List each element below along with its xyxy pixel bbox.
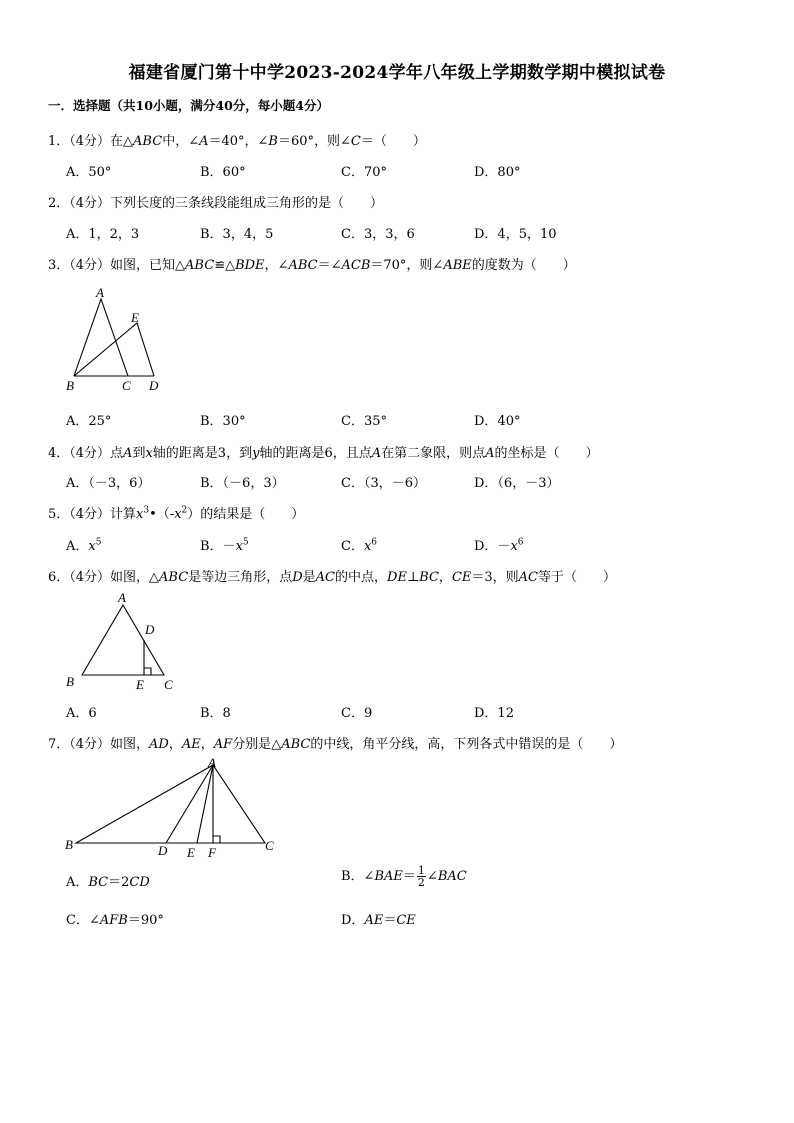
q7-triangle-abc	[76, 765, 265, 843]
q3-label-a: A	[96, 285, 104, 300]
q2-option-b[interactable]: B．3，4，5	[200, 227, 274, 242]
question-2-stem: 2．（4分）下列长度的三条线段能组成三角形的是（ ）	[48, 196, 384, 211]
q7-label-a: A	[208, 755, 216, 770]
q7-label-b: B	[65, 837, 73, 852]
q1-option-d[interactable]: D．80°	[474, 165, 521, 180]
q7-label-c: C	[265, 838, 274, 853]
q4-option-a[interactable]: A．（－3，6）	[66, 476, 151, 491]
section-heading: 一．选择题（共10小题，满分40分，每小题4分）	[48, 98, 329, 113]
q3-label-c: C	[122, 378, 131, 393]
fraction-one-half: $\frac{1}{2}$	[417, 864, 425, 889]
q7-median-ad	[166, 765, 213, 843]
q6-label-a: A	[118, 590, 126, 605]
q1-option-b[interactable]: B．60°	[200, 165, 246, 180]
q3-option-c[interactable]: C．35°	[341, 414, 387, 429]
q1-option-a[interactable]: A．50°	[66, 165, 112, 180]
q7-right-angle-mark	[213, 836, 220, 843]
question-5-stem: 5．（4分）计算$x^3•(-x^2)$的结果是（ ）	[48, 505, 305, 522]
q6-triangle-figure	[60, 588, 185, 694]
q7-label-e: E	[187, 845, 195, 860]
q5-option-b[interactable]: B．$-x^5$	[200, 537, 249, 554]
q6-triangle-abc	[82, 605, 164, 675]
q6-label-e: E	[136, 677, 144, 692]
q3-option-a[interactable]: A．25°	[66, 414, 112, 429]
question-7-stem: 7．（4分）如图，AD，AE，AF分别是△ABC的中线，角平分线，高，下列各式中错误的是（ ）	[48, 737, 623, 752]
q7-label-d: D	[158, 843, 168, 858]
q6-label-b: B	[66, 674, 74, 689]
q5-option-a[interactable]: A．$x^5$	[66, 537, 102, 554]
q5-option-d[interactable]: D．$-x^6$	[474, 537, 524, 554]
q6-option-b[interactable]: B．8	[200, 706, 231, 721]
q4-option-b[interactable]: B．（－6，3）	[200, 476, 285, 491]
q6-right-angle-mark	[144, 668, 151, 675]
q4-option-c[interactable]: C．（3，－6）	[341, 476, 426, 491]
q7-option-d[interactable]: D．AE＝CE	[341, 913, 416, 928]
q2-option-c[interactable]: C．3，3，6	[341, 227, 415, 242]
q3-option-b[interactable]: B．30°	[200, 414, 246, 429]
q7-option-a[interactable]: A．BC＝2CD	[66, 875, 150, 890]
q7-bisector-ae	[197, 765, 213, 843]
q7-option-b[interactable]: B．∠BAE＝ $\frac{1}{2}$ ∠BAC	[341, 864, 467, 889]
q7-label-f: F	[208, 845, 216, 860]
q3-triangle-bde	[74, 323, 154, 376]
question-1-stem: 1．（4分）在△ABC中，∠A＝40°，∠B＝60°，则∠C＝（ ）	[48, 134, 426, 149]
q2-option-d[interactable]: D．4，5，10	[474, 227, 557, 242]
question-3-stem: 3．（4分）如图，已知△ABC≌△BDE，∠ABC＝∠ACB＝70°，则∠ABE的度数为（ ）	[48, 258, 576, 273]
q7-triangle-figure	[60, 754, 285, 862]
q3-option-d[interactable]: D．40°	[474, 414, 521, 429]
q3-label-b: B	[66, 378, 74, 393]
q2-option-a[interactable]: A．1，2，3	[66, 227, 140, 242]
q6-label-c: C	[164, 677, 173, 692]
q3-label-e: E	[131, 310, 139, 325]
q6-option-d[interactable]: D．12	[474, 706, 514, 721]
page-title: 福建省厦门第十中学2023-2024学年八年级上学期数学期中模拟试卷	[128, 63, 666, 83]
q3-triangle-figure	[60, 282, 170, 396]
q4-option-d[interactable]: D．（6，－3）	[474, 476, 560, 491]
q1-option-c[interactable]: C．70°	[341, 165, 387, 180]
q7-option-c[interactable]: C．∠AFB＝90°	[66, 913, 164, 928]
q3-label-d: D	[149, 378, 159, 393]
q6-option-a[interactable]: A．6	[66, 706, 97, 721]
question-4-stem: 4．（4分）点A到x轴的距离是3，到y轴的距离是6，且点A在第二象限，则点A的坐标是（ ）	[48, 446, 599, 461]
q6-label-d: D	[145, 622, 155, 637]
question-6-stem: 6．（4分）如图，△ABC是等边三角形，点D是AC的中点，DE⊥BC，CE＝3，则AC等于（ ）	[48, 570, 617, 585]
q5-option-c[interactable]: C．$x^6$	[341, 537, 378, 554]
q6-option-c[interactable]: C．9	[341, 706, 373, 721]
